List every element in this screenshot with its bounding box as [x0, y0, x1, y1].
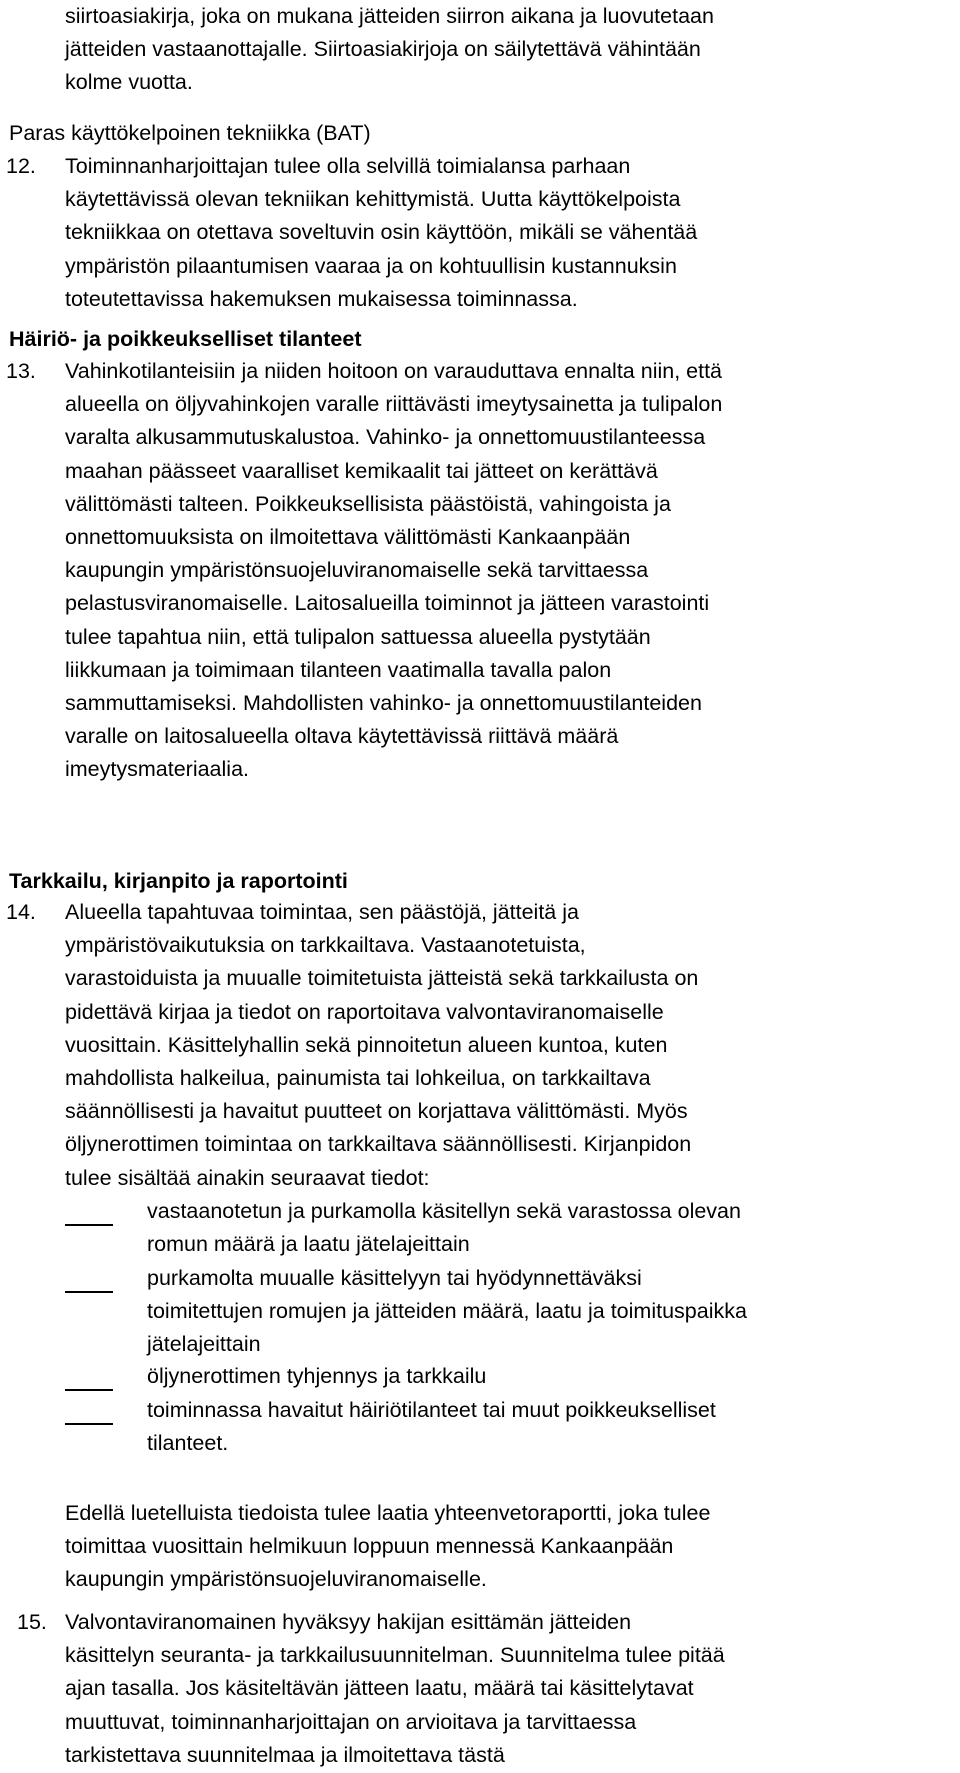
item-13-paragraph [65, 355, 945, 787]
text-line: Toiminnanharjoittajan tulee olla selvillä toimialansa parhaan [65, 154, 631, 178]
text-line: tulee sisältää ainakin seuraavat tiedot: [65, 1165, 430, 1190]
text-line: toteutettavissa hakemuksen mukaisessa toiminnassa. [65, 286, 578, 311]
section-heading-bat: Paras käyttökelpoinen tekniikka (BAT) [9, 121, 371, 145]
item-14-paragraph [65, 896, 945, 1195]
text-line: ympäristön pilaantumisen vaaraa ja on kohtuullisin kustannuksin [65, 253, 677, 278]
text-line: onnettomuuksista on ilmoitettava välittömästi Kankaanpään [65, 525, 631, 550]
text-line: romun määrä ja laatu jätelajeittain [147, 1232, 470, 1257]
text-line: toiminnassa havaitut häiriötilanteet tai muut poikkeukselliset [147, 1398, 716, 1422]
dash-bullet-icon [65, 1389, 113, 1391]
text-line: Vahinkotilanteisiin ja niiden hoitoon on varauduttava ennalta niin, että [65, 359, 723, 383]
text-line: maahan päässeet vaaralliset kemikaalit tai jätteet on kerättävä [65, 458, 658, 483]
dash-bullet-icon [65, 1423, 113, 1425]
list-item [147, 1262, 947, 1362]
section-heading-disruptions: Häiriö- ja poikkeukselliset tilanteet [9, 327, 362, 351]
text-line: välittömästi talteen. Poikkeuksellisista päästöistä, vahingoista ja [65, 491, 671, 516]
text-line: muuttuvat, toiminnanharjoittajan on arvioitava ja tarvittaessa [65, 1709, 637, 1734]
intro-paragraph [65, 0, 945, 100]
text-line: toimitettujen romujen ja jätteiden määrä, laatu ja toimituspaikka [147, 1299, 747, 1324]
item-number: 13. [6, 359, 36, 383]
text-line: tarkistettava suunnitelmaa ja ilmoitettava tästä [65, 1742, 505, 1767]
text-line: vastaanotetun ja purkamolla käsitellyn sekä varastossa olevan [147, 1199, 741, 1223]
list-item [147, 1195, 947, 1261]
text-line: käsittelyn seuranta- ja tarkkailusuunnitelman. Suunnitelma tulee pitää [65, 1643, 725, 1668]
text-line: tulee tapahtua niin, että tulipalon sattuessa alueella pystytään [65, 624, 651, 649]
text-line: Edellä luetelluista tiedoista tulee laatia yhteenvetoraportti, joka tulee [65, 1501, 711, 1525]
text-line: öljynerottimen tyhjennys ja tarkkailu [147, 1364, 487, 1388]
text-line: toimittaa vuosittain helmikuun loppuun mennessä Kankaanpään [65, 1534, 674, 1559]
text-line: käytettävissä olevan tekniikan kehittymistä. Uutta käyttökelpoista [65, 187, 681, 212]
text-line: varastoiduista ja muualle toimitetuista jätteistä sekä tarkkailusta on [65, 966, 699, 991]
text-line: mahdollista halkeilua, painumista tai lohkeilua, on tarkkailtava [65, 1066, 651, 1091]
text-line: alueella on öljyvahinkojen varalle riittävästi imeytysainetta ja tulipalon [65, 392, 723, 417]
text-line: imeytysmateriaalia. [65, 757, 249, 782]
text-line: kaupungin ympäristönsuojeluviranomaiselle. [65, 1567, 487, 1592]
text-line: kolme vuotta. [65, 70, 193, 95]
text-line: tekniikkaa on otettava soveltuvin osin käyttöön, mikäli se vähentää [65, 220, 698, 245]
text-line: Valvontaviranomainen hyväksyy hakijan esittämän jätteiden [65, 1610, 632, 1634]
text-line: säännöllisesti ja havaitut puutteet on korjattava välittömästi. Myös [65, 1099, 688, 1124]
text-line: ajan tasalla. Jos käsiteltävän jätteen laatu, määrä tai käsittelytavat [65, 1676, 694, 1701]
text-line: kaupungin ympäristönsuojeluviranomaiselle sekä tarvittaessa [65, 558, 649, 583]
text-line: öljynerottimen toimintaa on tarkkailtava säännöllisesti. Kirjanpidon [65, 1132, 692, 1157]
text-line: liikkumaan ja toimimaan tilanteen vaatimalla tavalla palon [65, 657, 612, 682]
item-number: 12. [6, 154, 36, 178]
list-item [147, 1360, 947, 1393]
text-line: varalta alkusammutuskalustoa. Vahinko- ja onnettomuustilanteessa [65, 425, 706, 450]
dash-bullet-icon [65, 1291, 113, 1293]
item-14-closing-paragraph [65, 1497, 945, 1597]
text-line: sammuttamiseksi. Mahdollisten vahinko- ja onnettomuustilanteiden [65, 691, 702, 716]
item-number: 15. [17, 1610, 47, 1634]
text-line: jätelajeittain [147, 1332, 261, 1357]
text-line: Alueella tapahtuvaa toimintaa, sen päästöjä, jätteitä ja [65, 900, 579, 924]
item-12-paragraph [65, 150, 945, 316]
text-line: purkamolta muualle käsittelyyn tai hyödynnettäväksi [147, 1266, 642, 1290]
text-line: siirtoasiakirja, joka on mukana jätteiden siirron aikana ja luovutetaan [65, 4, 714, 28]
dash-bullet-icon [65, 1224, 113, 1226]
text-line: pelastusviranomaiselle. Laitosalueilla toiminnot ja jätteen varastointi [65, 591, 710, 616]
item-15-paragraph [65, 1606, 945, 1772]
section-heading-monitoring: Tarkkailu, kirjanpito ja raportointi [9, 869, 348, 893]
text-line: ympäristövaikutuksia on tarkkailtava. Vastaanotetuista, [65, 933, 586, 958]
text-line: varalle on laitosalueella oltava käytettävissä riittävä määrä [65, 724, 619, 749]
text-line: vuosittain. Käsittelyhallin sekä pinnoitetun alueen kuntoa, kuten [65, 1032, 668, 1057]
text-line: pidettävä kirjaa ja tiedot on raportoitava valvontaviranomaiselle [65, 999, 664, 1024]
text-line: jätteiden vastaanottajalle. Siirtoasiakirjoja on säilytettävä vähintään [65, 37, 701, 62]
text-line: tilanteet. [147, 1431, 229, 1456]
item-number: 14. [6, 900, 36, 924]
list-item [147, 1394, 947, 1460]
